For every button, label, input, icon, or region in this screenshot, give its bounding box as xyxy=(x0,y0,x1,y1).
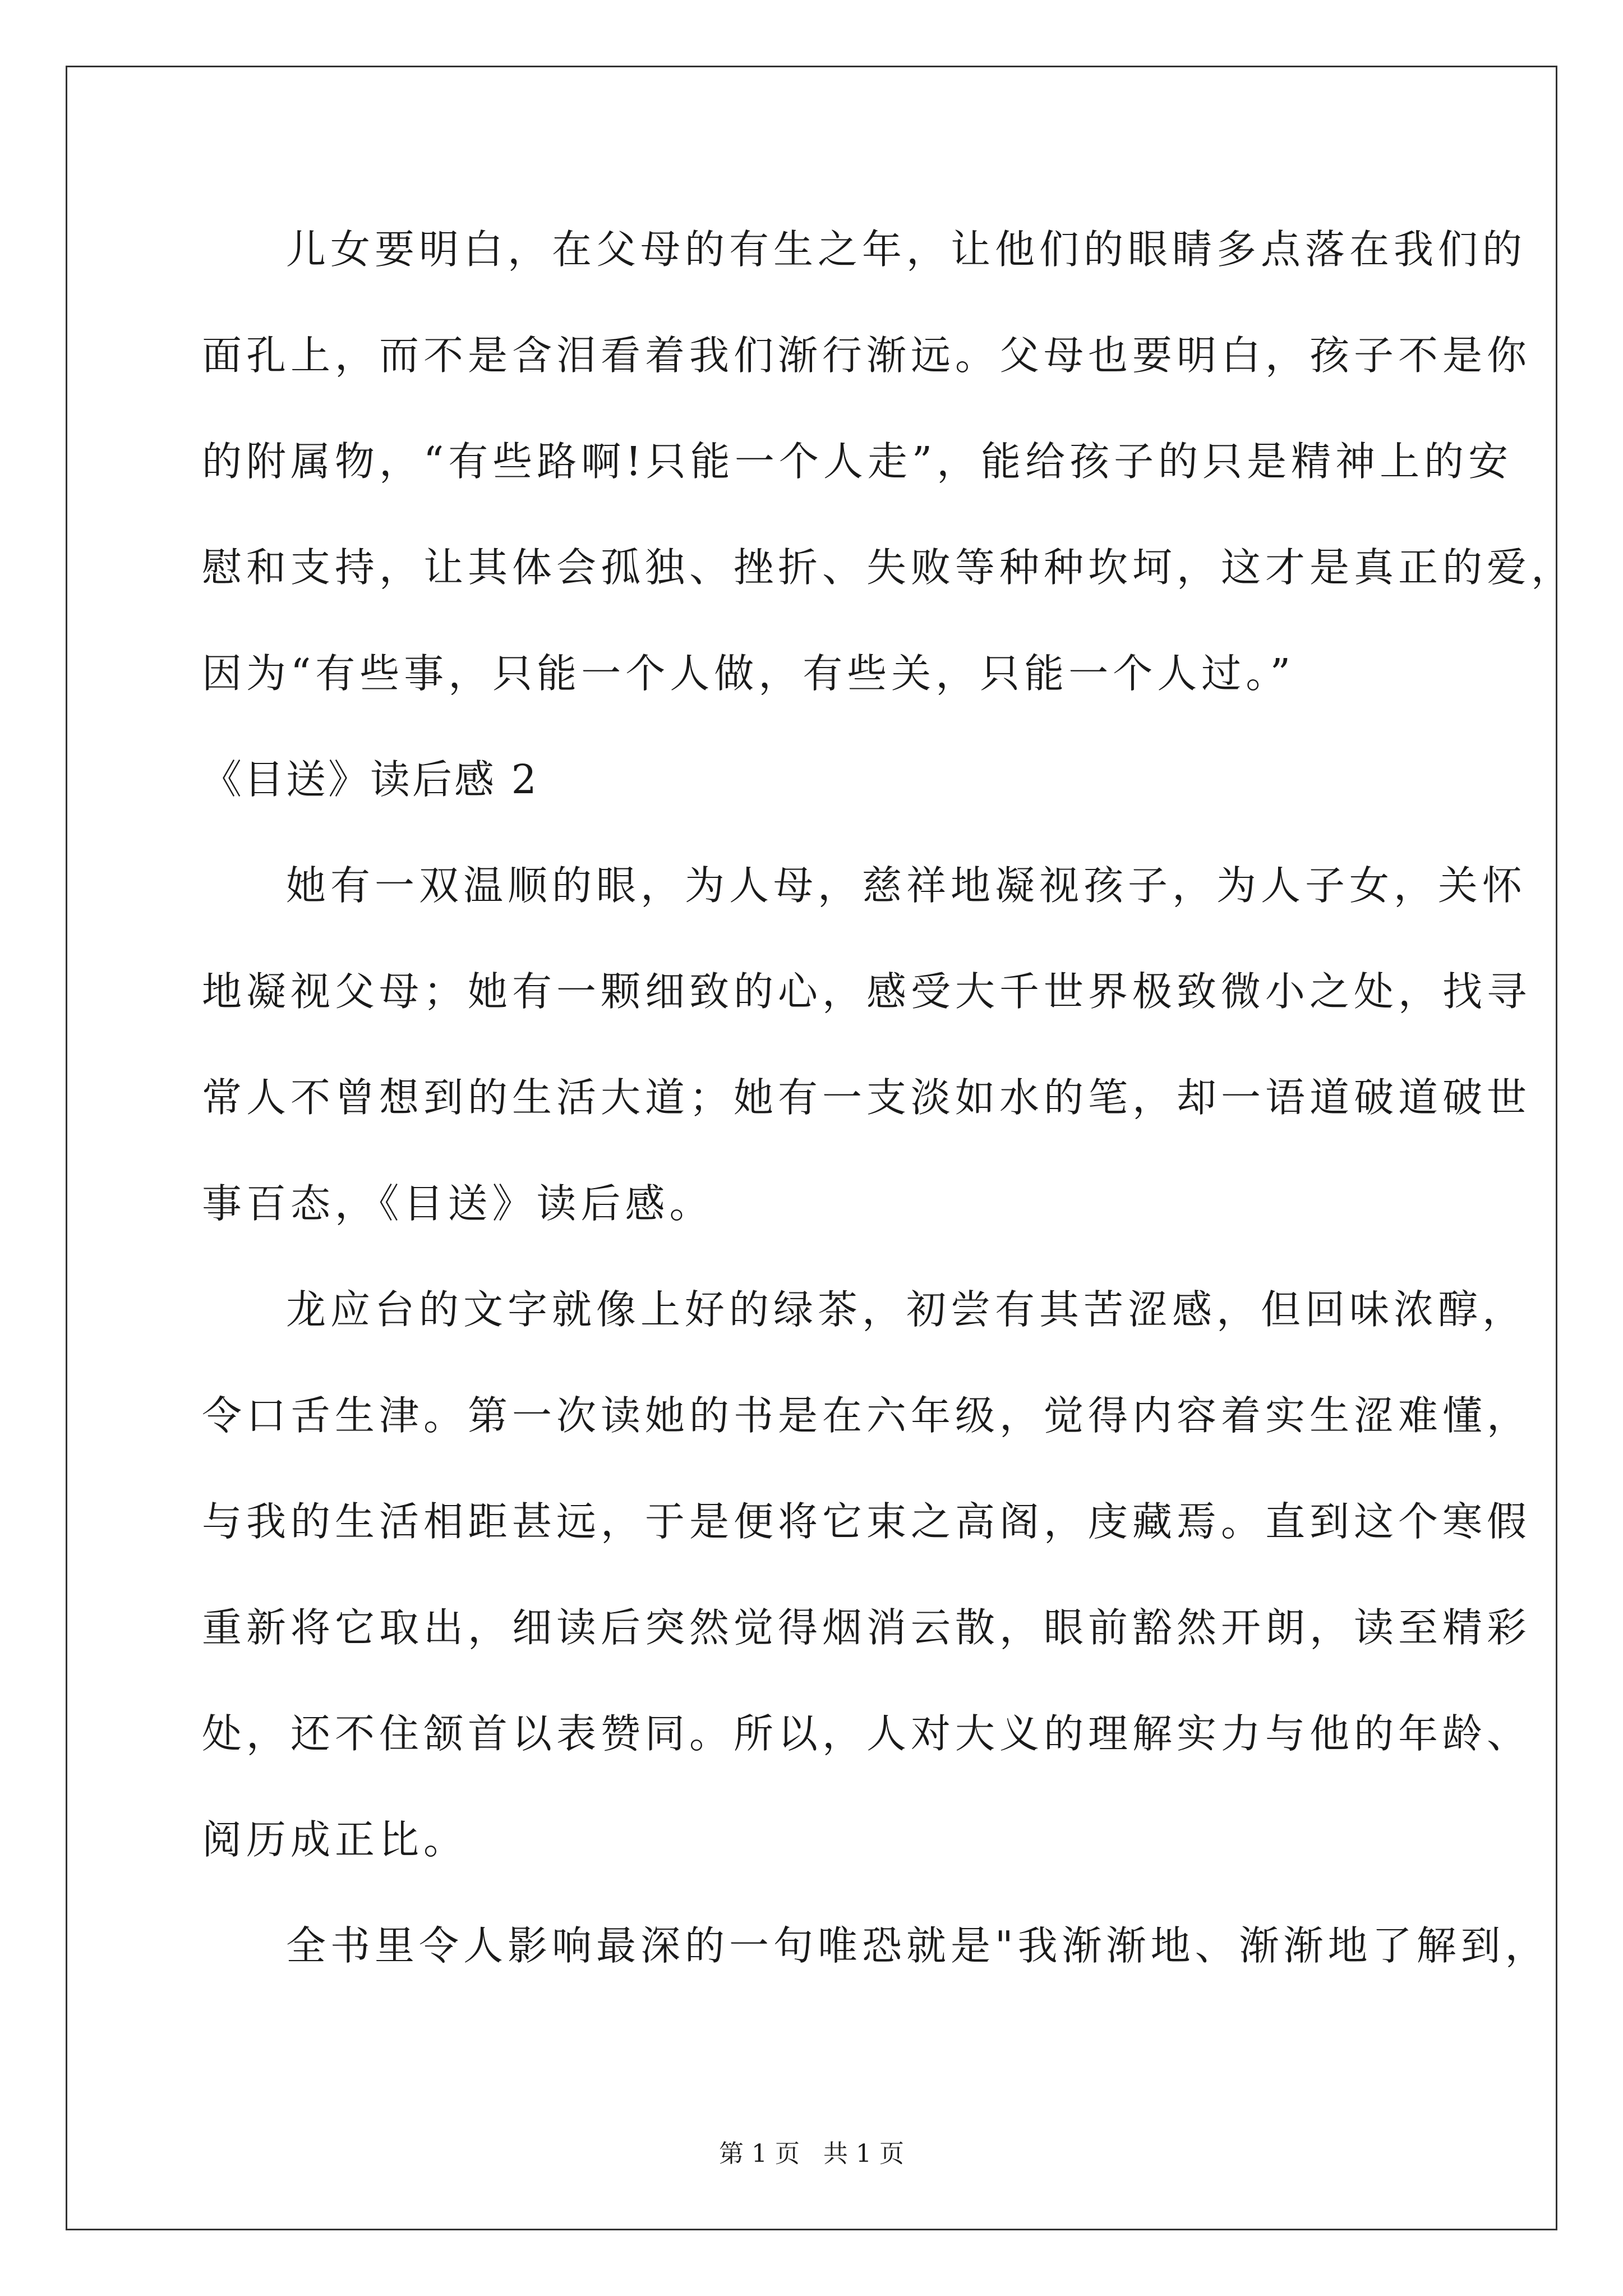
text-line: 处，还不住颔首以表赞同。所以，人对大义的理解实力与他的年龄、 xyxy=(202,1710,1532,1757)
text-line: 慰和支持，让其体会孤独、挫折、失败等种种坎坷，这才是真正的爱， xyxy=(202,544,1576,591)
page-number: 第 1 页 xyxy=(719,2139,800,2168)
text-line: 全书里令人影响最深的一句唯恐就是"我渐渐地、渐渐地了解到， xyxy=(286,1922,1550,1969)
text-line: 她有一双温顺的眼，为人母，慈祥地凝视孩子，为人子女，关怀 xyxy=(286,862,1527,909)
document-body xyxy=(202,213,1576,2016)
text-line: 龙应台的文字就像上好的绿茶，初尝有其苦涩感，但回味浓醇， xyxy=(286,1286,1527,1333)
text-line: 地凝视父母；她有一颗细致的心，感受大千世界极致微小之处，找寻 xyxy=(202,968,1532,1015)
text-line: 的附属物，“有些路啊!只能一个人走”，能给孩子的只是精神上的安 xyxy=(202,438,1513,485)
text-line: 因为“有些事，只能一个人做，有些关，只能一个人过。” xyxy=(202,650,1295,697)
page-footer xyxy=(0,2137,1623,2171)
text-line: 令口舌生津。第一次读她的书是在六年级，觉得内容着实生涩难懂， xyxy=(202,1392,1532,1439)
section-heading: 《目送》读后感 2 xyxy=(202,756,539,803)
text-line: 面孔上，而不是含泪看着我们渐行渐远。父母也要明白，孩子不是你 xyxy=(202,332,1532,379)
text-line: 重新将它取出，细读后突然觉得烟消云散，眼前豁然开朗，读至精彩 xyxy=(202,1604,1532,1651)
text-line: 常人不曾想到的生活大道；她有一支淡如水的笔，却一语道破道破世 xyxy=(202,1074,1532,1121)
text-line: 阅历成正比。 xyxy=(202,1816,468,1863)
page-total: 共 1 页 xyxy=(823,2139,904,2168)
text-line: 事百态，《目送》读后感。 xyxy=(202,1180,714,1227)
text-line: 与我的生活相距甚远，于是便将它束之高阁，庋藏焉。直到这个寒假 xyxy=(202,1498,1532,1545)
text-line: 儿女要明白，在父母的有生之年，让他们的眼睛多点落在我们的 xyxy=(286,226,1527,273)
